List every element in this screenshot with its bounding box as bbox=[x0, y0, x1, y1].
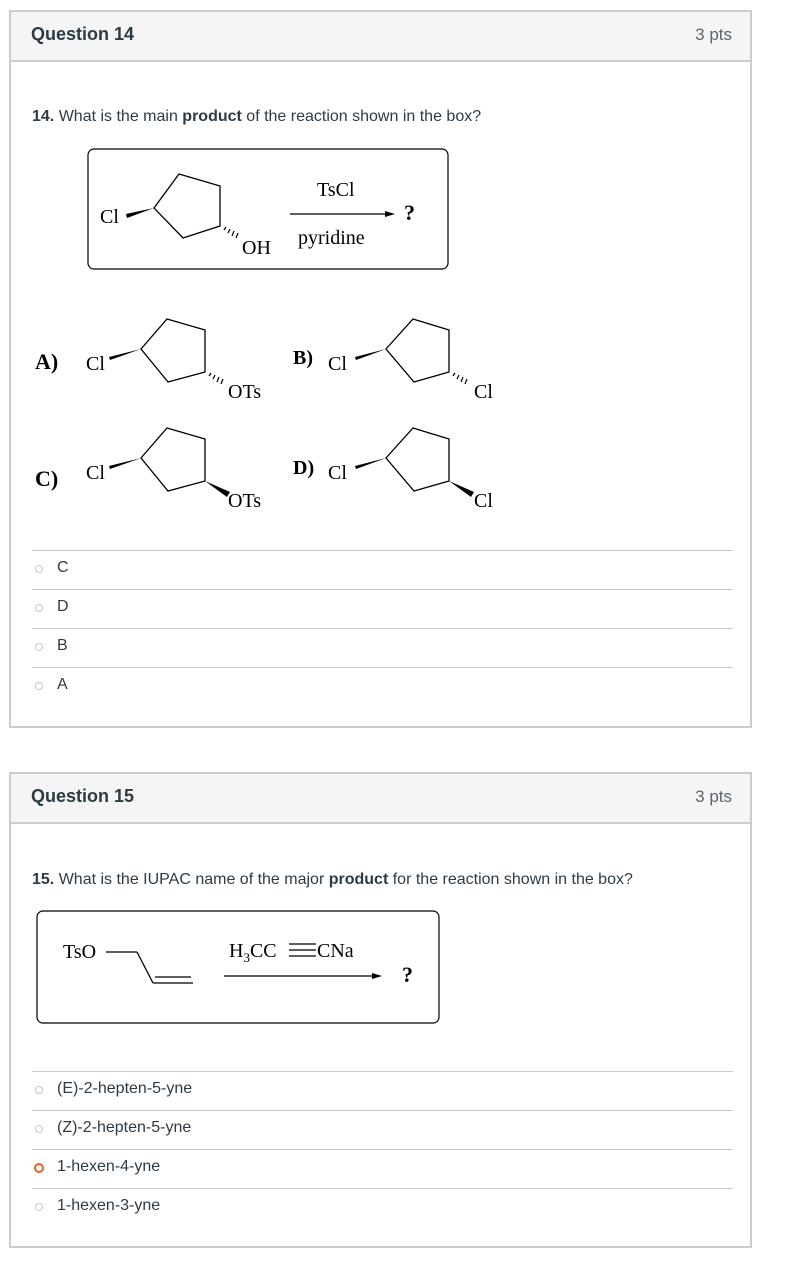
option-a-label: A) bbox=[35, 349, 59, 374]
question-15-title: Question 15 bbox=[31, 786, 135, 806]
answer-option-b[interactable] bbox=[32, 628, 733, 666]
answer-label: 1-hexen-3-yne bbox=[57, 1197, 161, 1214]
option-c-cl: Cl bbox=[86, 462, 105, 484]
reactant-oh-label: OH bbox=[242, 237, 271, 259]
radio-option[interactable] bbox=[35, 1086, 43, 1094]
radio-d[interactable] bbox=[35, 604, 43, 612]
answer-label: (E)-2-hepten-5-yne bbox=[57, 1080, 193, 1097]
svg-text:H3CC: $H_3CC$ bbox=[229, 940, 277, 965]
answer-option-d[interactable] bbox=[32, 589, 733, 627]
reagent-cna: CNa bbox=[317, 940, 354, 962]
question-14-header bbox=[11, 12, 750, 62]
answer-option-e-2-hepten-5-yne[interactable] bbox=[32, 1071, 733, 1109]
answer-option-1-hexen-4-yne[interactable] bbox=[32, 1149, 733, 1187]
question-14-prompt: 14. What is the main product of the reaction shown in the box? bbox=[32, 108, 482, 125]
option-c-label: C) bbox=[35, 466, 59, 491]
reaction-result: ? bbox=[404, 200, 415, 225]
question-15-card bbox=[9, 772, 752, 1248]
option-a-ots: OTs bbox=[228, 381, 262, 403]
reactant-cl-label: Cl bbox=[100, 206, 119, 228]
answer-label: (Z)-2-hepten-5-yne bbox=[57, 1119, 192, 1136]
question-14-points: 3 pts bbox=[695, 25, 732, 44]
question-15-points: 3 pts bbox=[695, 787, 732, 806]
question-15-reaction-box bbox=[36, 910, 442, 1028]
option-a-structure bbox=[35, 319, 261, 403]
question-15-prompt: 15. What is the IUPAC name of the major product for the reaction shown in the box? bbox=[32, 871, 633, 888]
option-c-ots: OTs bbox=[228, 490, 262, 512]
answer-label: C bbox=[57, 559, 69, 576]
answer-option-1-hexen-3-yne[interactable] bbox=[32, 1188, 733, 1226]
option-b-cl: Cl bbox=[328, 353, 347, 375]
radio-b[interactable] bbox=[35, 643, 43, 651]
reactant-tso: TsO bbox=[63, 941, 97, 963]
reagent-pyridine: pyridine bbox=[298, 227, 365, 249]
question-14-title: Question 14 bbox=[31, 24, 135, 44]
question-14-options-figure bbox=[11, 302, 531, 522]
answer-option-c[interactable] bbox=[32, 550, 733, 588]
answer-label: B bbox=[57, 637, 68, 654]
option-c-structure bbox=[35, 428, 261, 512]
radio-a[interactable] bbox=[35, 682, 43, 690]
option-b-label: B) bbox=[293, 347, 313, 369]
answer-label: 1-hexen-4-yne bbox=[57, 1158, 161, 1175]
option-d-label: D) bbox=[293, 457, 315, 479]
radio-option-selected[interactable] bbox=[34, 1163, 44, 1173]
answer-option-a[interactable] bbox=[32, 667, 733, 705]
answer-label: A bbox=[57, 676, 68, 693]
answer-option-z-2-hepten-5-yne[interactable] bbox=[32, 1110, 733, 1148]
option-d-cl: Cl bbox=[328, 462, 347, 484]
question-14-number: 14. bbox=[32, 108, 55, 125]
option-d-structure bbox=[293, 428, 493, 512]
question-14-card bbox=[9, 10, 752, 728]
option-a-cl: Cl bbox=[86, 353, 105, 375]
question-15-number: 15. bbox=[32, 871, 55, 888]
question-15-header bbox=[11, 774, 750, 824]
question-14-reaction-box bbox=[87, 148, 451, 272]
answer-label: D bbox=[57, 598, 69, 615]
option-d-cl2: Cl bbox=[474, 490, 493, 512]
radio-c[interactable] bbox=[35, 565, 43, 573]
reaction-result: ? bbox=[402, 962, 413, 987]
reagent-tscl: TsCl bbox=[317, 179, 355, 201]
radio-option[interactable] bbox=[35, 1203, 43, 1211]
radio-option[interactable] bbox=[35, 1125, 43, 1133]
option-b-cl2: Cl bbox=[474, 381, 493, 403]
option-b-structure bbox=[293, 319, 493, 403]
